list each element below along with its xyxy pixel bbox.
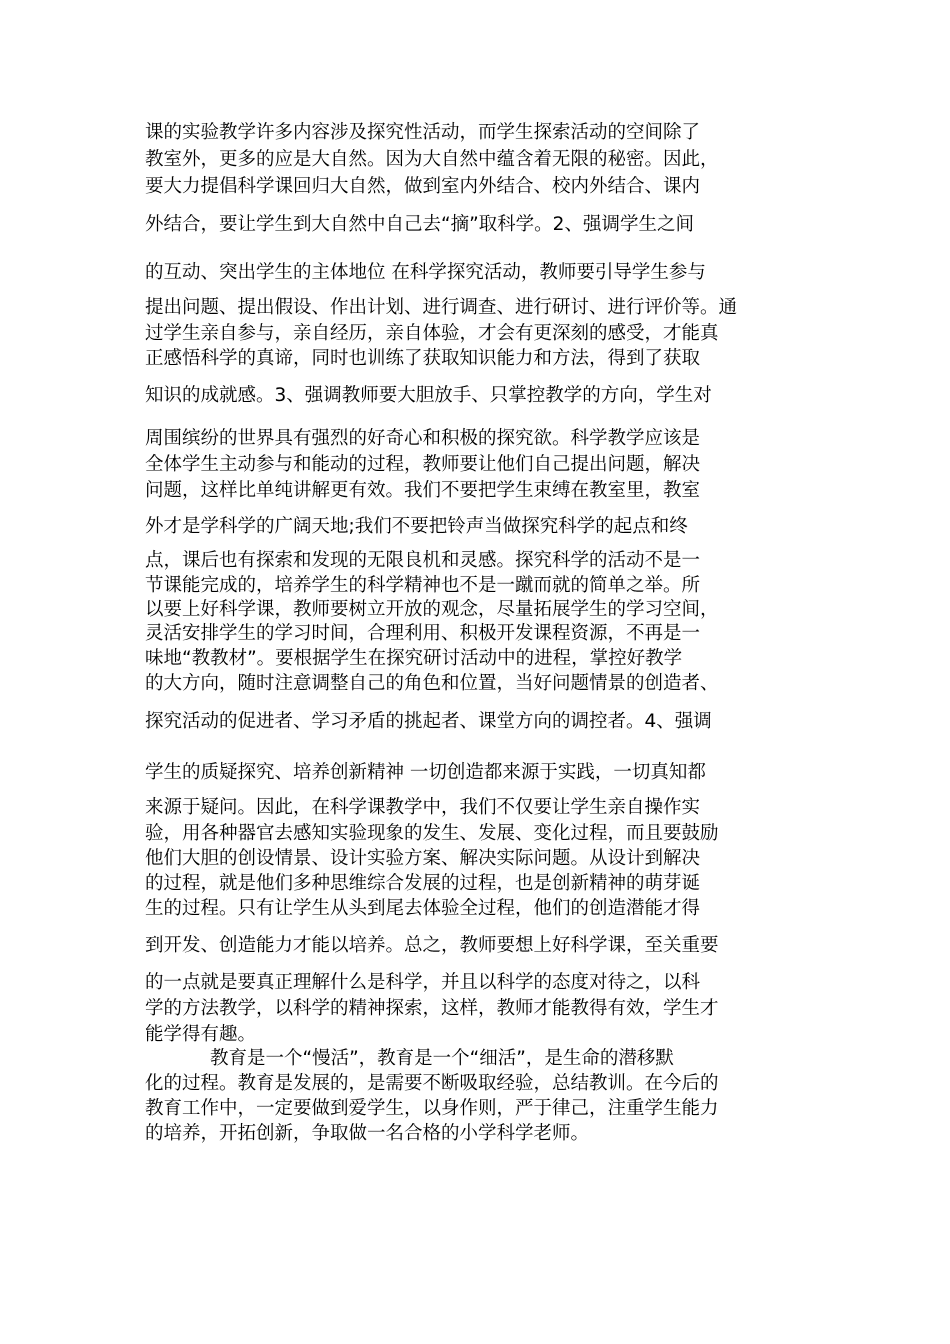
- text-line: 的过程，就是他们多种思维综合发展的过程，也是创新精神的萌芽诞: [145, 873, 701, 894]
- text-line: 的大方向，随时注意调整自己的角色和位置，当好问题情景的创造者、: [145, 673, 719, 694]
- text-line: 外结合，要让学生到大自然中自己去“摘”取科学。2、强调学生之间: [145, 214, 694, 235]
- text-line: 味地“教教材”。要根据学生在探究研讨活动中的进程，掌控好教学: [145, 648, 683, 669]
- text-line: 点，课后也有探索和发现的无限良机和灵感。探究科学的活动不是一: [145, 550, 701, 571]
- text-line: 提出问题、提出假设、作出计划、进行调查、进行研讨、进行评价等。通: [145, 297, 738, 318]
- text-line: 节课能完成的，培养学生的科学精神也不是一蹴而就的简单之举。所: [145, 575, 701, 596]
- text-line: 以要上好科学课，教师要树立开放的观念，尽量拓展学生的学习空间，: [145, 599, 719, 620]
- text-line: 化的过程。教育是发展的，是需要不断吸取经验，总结教训。在今后的: [145, 1073, 719, 1094]
- text-line: 外才是学科学的广阔天地;我们不要把铃声当做探究科学的起点和终: [145, 516, 688, 537]
- text-line: 能学得有趣。: [145, 1024, 257, 1045]
- text-line: 探究活动的促进者、学习矛盾的挑起者、课堂方向的调控者。4、强调: [145, 711, 712, 732]
- text-line: 课的实验教学许多内容涉及探究性活动，而学生探索活动的空间除了: [145, 122, 701, 143]
- text-line: 全体学生主动参与和能动的过程，教师要让他们自己提出问题，解决: [145, 454, 701, 475]
- text-line: 的一点就是要真正理解什么是科学，并且以科学的态度对待之，以科: [145, 972, 701, 993]
- text-line: 到开发、创造能力才能以培养。总之，教师要想上好科学课，至关重要: [145, 935, 719, 956]
- text-line: 要大力提倡科学课回归大自然，做到室内外结合、校内外结合、课内: [145, 176, 701, 197]
- text-line: 生的过程。只有让学生从头到尾去体验全过程，他们的创造潜能才得: [145, 898, 701, 919]
- text-line: 他们大胆的创设情景、设计实验方案、解决实际问题。从设计到解决: [145, 848, 701, 869]
- text-line: 验，用各种器官去感知实验现象的发生、发展、变化过程，而且要鼓励: [145, 823, 719, 844]
- text-line: 教育是一个“慢活”，教育是一个“细活”，是生命的潜移默: [210, 1048, 674, 1069]
- text-line: 的互动、突出学生的主体地位 在科学探究活动，教师要引导学生参与: [145, 262, 706, 283]
- text-line: 学生的质疑探究、培养创新精神 一切创造都来源于实践，一切真知都: [145, 762, 706, 783]
- text-line: 的培养，开拓创新，争取做一名合格的小学科学老师。: [145, 1123, 590, 1144]
- text-line: 来源于疑问。因此，在科学课教学中，我们不仅要让学生亲自操作实: [145, 797, 701, 818]
- text-line: 问题，这样比单纯讲解更有效。我们不要把学生束缚在教室里，教室: [145, 480, 701, 501]
- text-line: 教室外，更多的应是大自然。因为大自然中蕴含着无限的秘密。因此，: [145, 149, 719, 170]
- text-line: 知识的成就感。3、强调教师要大胆放手、只掌控教学的方向，学生对: [145, 385, 712, 406]
- text-line: 周围缤纷的世界具有强烈的好奇心和积极的探究欲。科学教学应该是: [145, 428, 701, 449]
- text-line: 灵活安排学生的学习时间，合理利用、积极开发课程资源，不再是一: [145, 623, 701, 644]
- text-line: 学的方法教学，以科学的精神探索，这样，教师才能教得有效，学生才: [145, 998, 719, 1019]
- text-line: 过学生亲自参与，亲自经历，亲自体验，才会有更深刻的感受，才能真: [145, 323, 719, 344]
- text-line: 正感悟科学的真谛，同时也训练了获取知识能力和方法，得到了获取: [145, 348, 701, 369]
- text-line: 教育工作中，一定要做到爱学生，以身作则，严于律己，注重学生能力: [145, 1098, 719, 1119]
